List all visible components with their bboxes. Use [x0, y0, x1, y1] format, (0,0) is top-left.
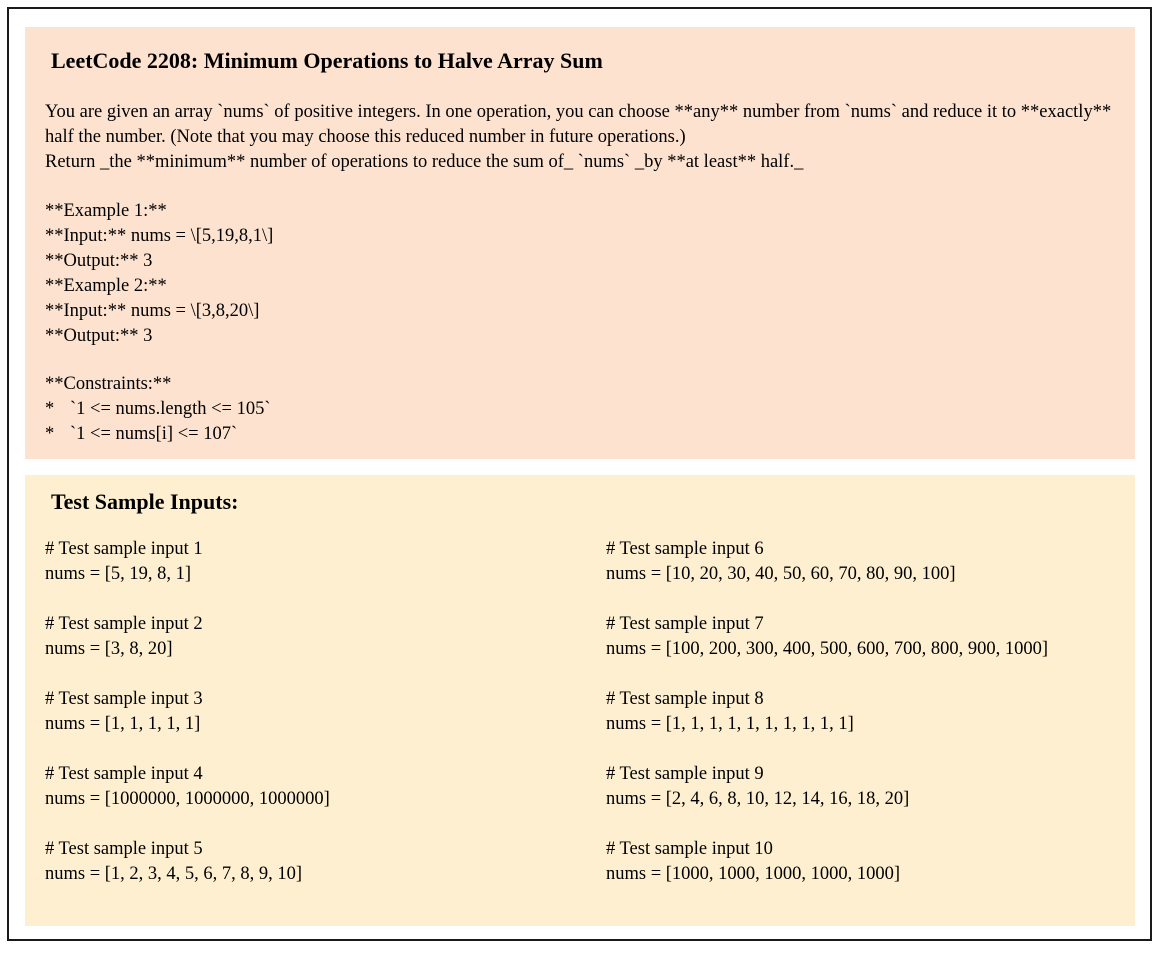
test-sample — [606, 762, 1048, 837]
test-sample-label: # Test sample input 9 — [606, 764, 764, 784]
test-sample-label: # Test sample input 4 — [45, 764, 203, 784]
description-paragraph: You are given an array `nums` of positive integers. In one operation, you can choose **any** number from `nums` and reduce it to **exactly** half the number. (Note that you may choose this reduced number in future operations.) — [45, 102, 1112, 147]
test-sample-value: nums = [1000, 1000, 1000, 1000, 1000] — [606, 864, 901, 884]
problem-panel — [25, 27, 1135, 459]
tests-column-right — [606, 537, 1048, 912]
test-sample-value: nums = [1, 1, 1, 1, 1] — [45, 714, 201, 734]
constraint-text: `1 <= nums[i] <= 107` — [70, 424, 238, 444]
test-sample — [606, 837, 1048, 912]
test-sample-label: # Test sample input 8 — [606, 689, 764, 709]
test-sample — [606, 612, 1048, 687]
test-sample — [45, 537, 330, 612]
test-sample — [606, 687, 1048, 762]
constraints-block — [45, 372, 271, 447]
test-sample-value: nums = [10, 20, 30, 40, 50, 60, 70, 80, 90, 100] — [606, 564, 956, 584]
test-sample-value: nums = [1, 2, 3, 4, 5, 6, 7, 8, 9, 10] — [45, 864, 303, 884]
test-sample-value: nums = [3, 8, 20] — [45, 639, 173, 659]
test-sample — [45, 762, 330, 837]
description-paragraph: Return _the **minimum** number of operations to reduce the sum of_ `nums` _by **at least** half._ — [45, 152, 804, 172]
tests-panel — [25, 475, 1135, 926]
constraint-item — [45, 422, 271, 447]
tests-column-left — [45, 537, 330, 912]
tests-title: Test Sample Inputs: — [51, 489, 239, 514]
test-sample — [45, 687, 330, 762]
test-sample-value: nums = [100, 200, 300, 400, 500, 600, 700, 800, 900, 1000] — [606, 639, 1049, 659]
test-sample-label: # Test sample input 1 — [45, 539, 203, 559]
constraints-heading: **Constraints:** — [45, 374, 172, 394]
constraint-text: `1 <= nums.length <= 105` — [70, 399, 271, 419]
bullet-marker: * — [45, 399, 55, 419]
test-sample-value: nums = [1000000, 1000000, 1000000] — [45, 789, 330, 809]
example-line: **Input:** nums = \[3,8,20\] — [45, 301, 260, 321]
test-sample-value: nums = [5, 19, 8, 1] — [45, 564, 192, 584]
test-sample-value: nums = [2, 4, 6, 8, 10, 12, 14, 16, 18, 20] — [606, 789, 910, 809]
test-sample — [45, 837, 330, 912]
test-sample-label: # Test sample input 3 — [45, 689, 203, 709]
problem-title: LeetCode 2208: Minimum Operations to Halve Array Sum — [51, 48, 603, 73]
test-sample — [45, 612, 330, 687]
problem-description — [45, 100, 1125, 175]
example-line: **Output:** 3 — [45, 326, 153, 346]
constraint-item — [45, 397, 271, 422]
test-sample-label: # Test sample input 6 — [606, 539, 764, 559]
test-sample-value: nums = [1, 1, 1, 1, 1, 1, 1, 1, 1, 1] — [606, 714, 854, 734]
example-line: **Example 2:** — [45, 276, 167, 296]
example-line: **Example 1:** — [45, 201, 167, 221]
test-sample-label: # Test sample input 7 — [606, 614, 764, 634]
bullet-marker: * — [45, 424, 55, 444]
test-sample — [606, 537, 1048, 612]
test-sample-label: # Test sample input 2 — [45, 614, 203, 634]
test-sample-label: # Test sample input 10 — [606, 839, 773, 859]
example-line: **Input:** nums = \[5,19,8,1\] — [45, 226, 274, 246]
example-line: **Output:** 3 — [45, 251, 153, 271]
examples-block — [45, 199, 273, 349]
test-sample-label: # Test sample input 5 — [45, 839, 203, 859]
